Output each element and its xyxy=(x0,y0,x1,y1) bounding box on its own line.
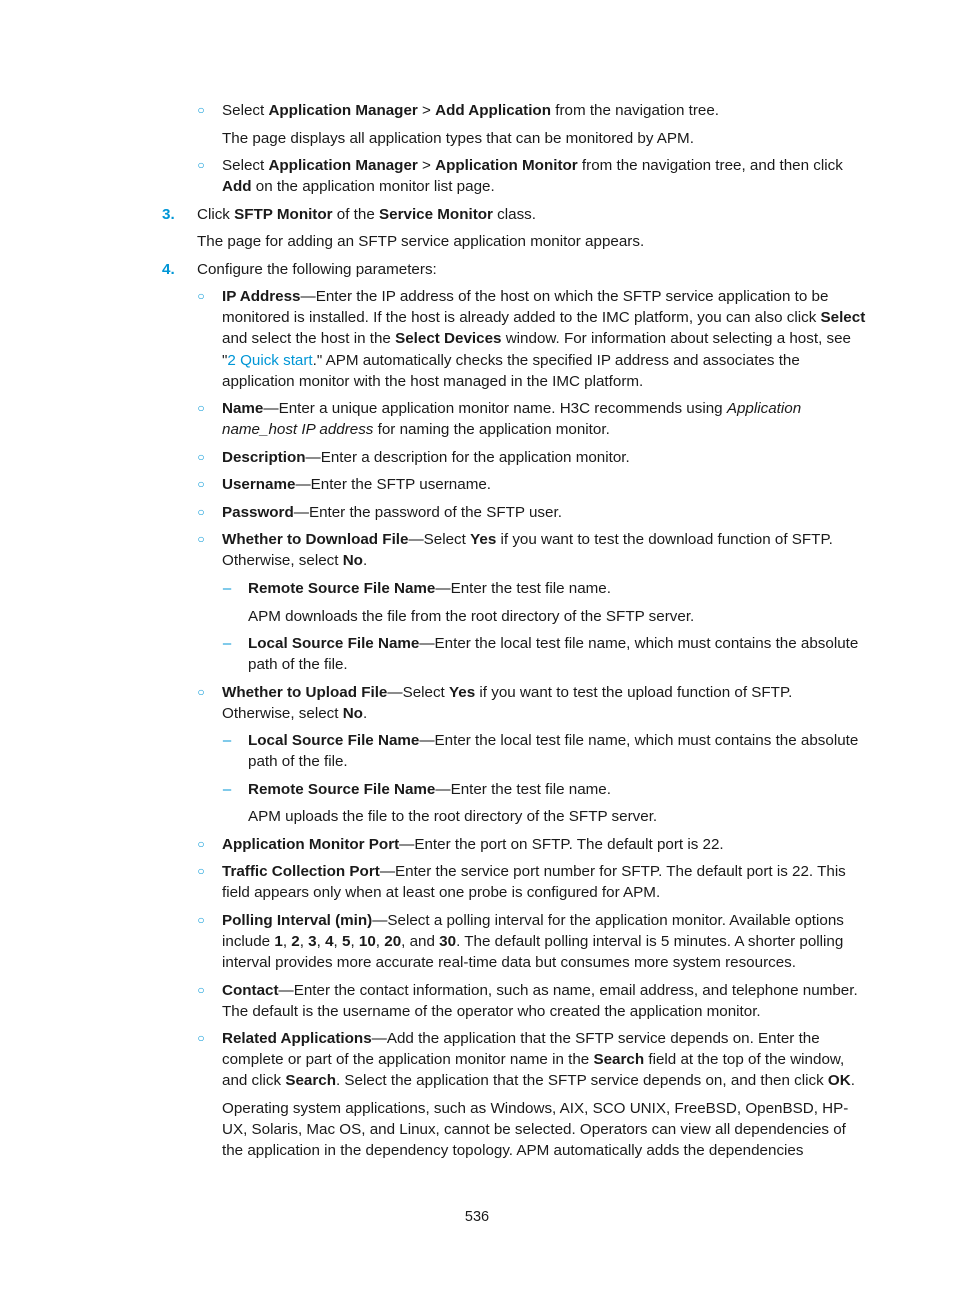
circle-bullet-icon: ○ xyxy=(197,450,205,464)
step-number: 3. xyxy=(162,206,175,223)
circle-bullet-icon: ○ xyxy=(197,913,205,927)
param-download-file: Whether to Download File—Select Yes if you want to test the download function of SFTP. Otherwise, select No. xyxy=(222,531,833,570)
circle-bullet-icon: ○ xyxy=(197,837,205,851)
circle-bullet-icon: ○ xyxy=(197,532,205,546)
circle-bullet-icon: ○ xyxy=(197,477,205,491)
sub-param-remote-source: Remote Source File Name—Enter the test file name. xyxy=(248,781,611,798)
sub-param-local-source: Local Source File Name—Enter the local test file name, which must contains the absolute path of the file. xyxy=(248,635,859,674)
dash-bullet-icon: – xyxy=(222,732,232,749)
list-item-add-application: Select Application Manager > Add Application from the navigation tree. xyxy=(222,102,719,119)
step-number: 4. xyxy=(162,261,175,278)
circle-bullet-icon: ○ xyxy=(197,864,205,878)
circle-bullet-icon: ○ xyxy=(197,158,205,172)
circle-bullet-icon: ○ xyxy=(197,103,205,117)
circle-bullet-icon: ○ xyxy=(197,1031,205,1045)
paragraph: The page for adding an SFTP service application monitor appears. xyxy=(197,233,645,250)
param-name: Name—Enter a unique application monitor name. H3C recommends using Application name_host IP address for naming the application monitor. xyxy=(222,400,802,439)
param-related-applications: Related Applications—Add the application that the SFTP service depends on. Enter the complete or part of the application monitor name in the Search field at the top of the window, and click Search. Select the application that the SFTP service depends on, and then click OK. xyxy=(222,1030,855,1090)
quick-start-link[interactable]: 2 Quick start xyxy=(227,351,313,369)
list-item-application-monitor: Select Application Manager > Application Monitor from the navigation tree, and then click Add on the application monitor list page. xyxy=(222,157,843,196)
dash-bullet-icon: – xyxy=(222,580,232,597)
circle-bullet-icon: ○ xyxy=(197,289,205,303)
param-ip-address: IP Address—Enter the IP address of the host on which the SFTP service application to be monitored is installed. If the host is already added to the IMC platform, you can also click Select and select the host in the Select Devices window. For information about selecting a host, see "2 Quick start." APM automatically checks the specified IP address and associates the application monitor with the host managed in the IMC platform. xyxy=(222,288,866,390)
sub-param-local-source: Local Source File Name—Enter the local test file name, which must contains the absolute path of the file. xyxy=(248,732,859,771)
param-traffic-collection-port: Traffic Collection Port—Enter the service port number for SFTP. The default port is 22. This field appears only when at least one probe is configured for APM. xyxy=(222,863,846,902)
page-number: 536 xyxy=(464,1209,490,1225)
param-password: Password—Enter the password of the SFTP user. xyxy=(222,504,562,521)
paragraph: Operating system applications, such as Windows, AIX, SCO UNIX, FreeBSD, OpenBSD, HP-UX, Solaris, Mac OS, and Linux, cannot be selected. Operators can view all dependencies of the application in the dependency topology. APM automatically adds the dependencies xyxy=(222,1100,849,1160)
param-upload-file: Whether to Upload File—Select Yes if you want to test the upload function of SFTP. Otherwise, select No. xyxy=(222,684,793,723)
step-3: Click SFTP Monitor of the Service Monitor class. xyxy=(197,206,536,223)
step-4: Configure the following parameters: xyxy=(197,261,437,278)
circle-bullet-icon: ○ xyxy=(197,401,205,415)
circle-bullet-icon: ○ xyxy=(197,685,205,699)
param-polling-interval: Polling Interval (min)—Select a polling interval for the application monitor. Available options include 1, 2, 3, 4, 5, 10, 20, and 30. The default polling interval is 5 minutes. A shorter polling interval provides more accurate real-time data but consumes more system resources. xyxy=(222,912,844,972)
param-description: Description—Enter a description for the application monitor. xyxy=(222,449,630,466)
dash-bullet-icon: – xyxy=(222,635,232,652)
paragraph: APM uploads the file to the root directory of the SFTP server. xyxy=(248,808,658,825)
sub-param-remote-source: Remote Source File Name—Enter the test file name. xyxy=(248,580,611,597)
paragraph: APM downloads the file from the root directory of the SFTP server. xyxy=(248,608,695,625)
circle-bullet-icon: ○ xyxy=(197,983,205,997)
param-username: Username—Enter the SFTP username. xyxy=(222,476,492,493)
paragraph: The page displays all application types that can be monitored by APM. xyxy=(222,130,694,147)
param-application-monitor-port: Application Monitor Port—Enter the port on SFTP. The default port is 22. xyxy=(222,836,724,853)
circle-bullet-icon: ○ xyxy=(197,505,205,519)
param-contact: Contact—Enter the contact information, such as name, email address, and telephone number. The default is the username of the operator who created the application monitor. xyxy=(222,982,858,1021)
dash-bullet-icon: – xyxy=(222,781,232,798)
